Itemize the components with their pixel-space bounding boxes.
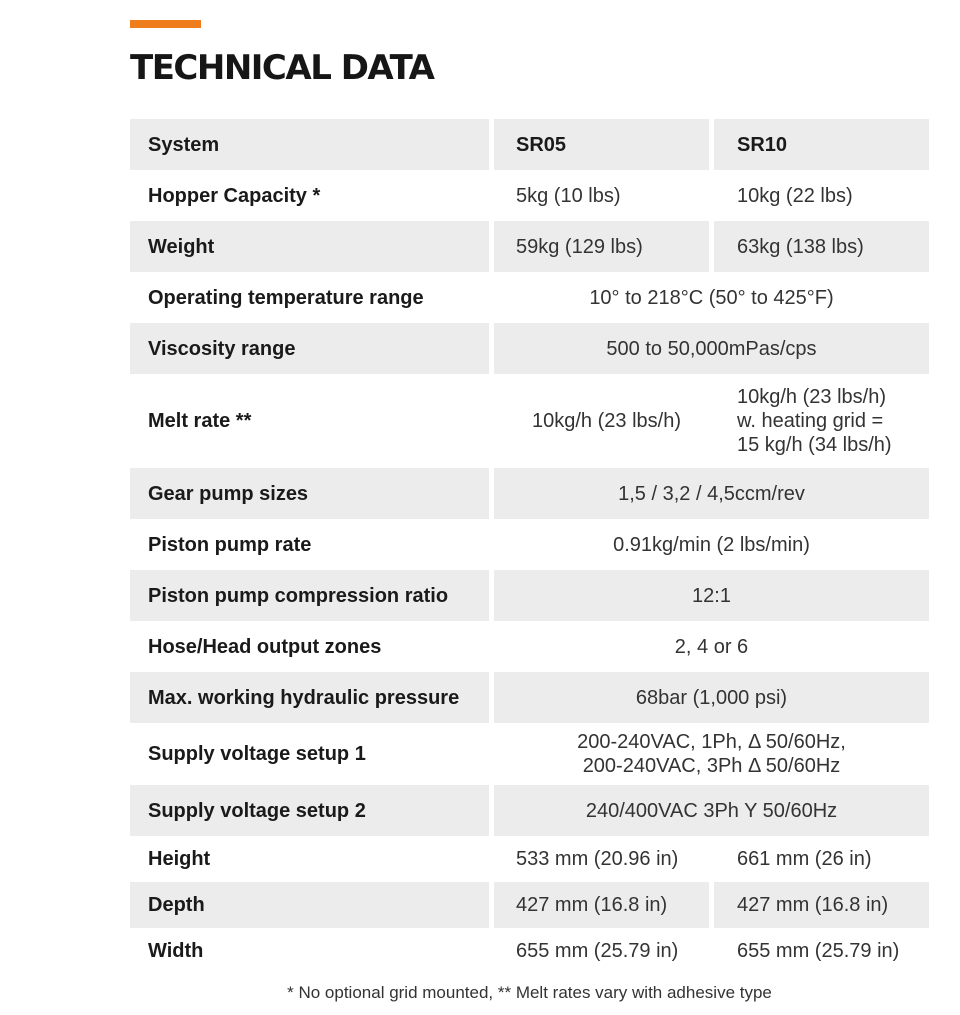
row-label: Supply voltage setup 1 (148, 743, 366, 765)
table-row (130, 170, 929, 221)
shared-value: 0.91kg/min (2 lbs/min) (613, 533, 810, 556)
table-header-row (130, 119, 929, 170)
row-label: Hose/Head output zones (148, 635, 382, 658)
row-label: Supply voltage setup 2 (130, 785, 489, 836)
shared-value: 240/400VAC 3Ph Y 50/60Hz (494, 785, 929, 836)
row-label: Hopper Capacity * (148, 184, 321, 207)
sr10-value: 655 mm (25.79 in) (737, 940, 900, 962)
row-label: Piston pump rate (148, 533, 312, 556)
row-label: Melt rate ** (148, 410, 252, 432)
shared-value: 500 to 50,000mPas/cps (494, 323, 929, 374)
table-row (130, 621, 929, 672)
table-row (130, 723, 929, 785)
sr05-value: 533 mm (20.96 in) (516, 848, 679, 870)
shared-value: 68bar (1,000 psi) (494, 672, 929, 723)
shared-value: 12:1 (494, 570, 929, 621)
table-row (130, 836, 929, 882)
row-label: Viscosity range (130, 323, 489, 374)
shared-value: 200-240VAC, 1Ph, Δ 50/60Hz, 200-240VAC, 3Ph Δ 50/60Hz (577, 731, 846, 777)
shared-value: 2, 4 or 6 (674, 635, 749, 658)
shared-value: 1,5 / 3,2 / 4,5ccm/rev (494, 468, 929, 519)
table-row (130, 468, 929, 519)
sr10-value: 10kg/h (23 lbs/h) w. heating grid = 15 kg/h (34 lbs/h) (737, 386, 892, 456)
table-row (130, 570, 929, 621)
column-header-sr05: SR05 (494, 119, 709, 170)
sr05-value: 427 mm (16.8 in) (494, 882, 709, 928)
page-title: TECHNICAL DATA (130, 48, 434, 88)
sr05-value: 655 mm (25.79 in) (516, 940, 679, 962)
footnote: * No optional grid mounted, ** Melt rates vary with adhesive type (287, 983, 772, 1002)
table-row (130, 882, 929, 928)
table-row (130, 672, 929, 723)
row-label: Operating temperature range (148, 286, 424, 309)
sr05-value: 5kg (10 lbs) (516, 184, 621, 207)
shared-value: 10° to 218°C (50° to 425°F) (589, 286, 834, 309)
table-row (130, 272, 929, 323)
row-label: Piston pump compression ratio (130, 570, 489, 621)
row-label: Gear pump sizes (130, 468, 489, 519)
table-row (130, 374, 929, 468)
row-label: Depth (130, 882, 489, 928)
sr10-value: 63kg (138 lbs) (714, 221, 929, 272)
table-row (130, 928, 929, 974)
sr05-value: 59kg (129 lbs) (494, 221, 709, 272)
row-label: Height (148, 848, 211, 870)
accent-bar (130, 20, 201, 28)
sr10-value: 427 mm (16.8 in) (714, 882, 929, 928)
row-label: Max. working hydraulic pressure (130, 672, 489, 723)
row-label: Width (148, 940, 204, 962)
sr10-value: 661 mm (26 in) (737, 848, 872, 870)
table-row (130, 519, 929, 570)
table-row (130, 221, 929, 272)
spec-table (130, 119, 929, 974)
sr10-value: 10kg (22 lbs) (737, 184, 853, 207)
column-header-system: System (130, 119, 489, 170)
sr05-value: 10kg/h (23 lbs/h) (532, 410, 681, 432)
column-header-sr10: SR10 (714, 119, 929, 170)
row-label: Weight (130, 221, 489, 272)
table-row (130, 785, 929, 836)
table-row (130, 323, 929, 374)
